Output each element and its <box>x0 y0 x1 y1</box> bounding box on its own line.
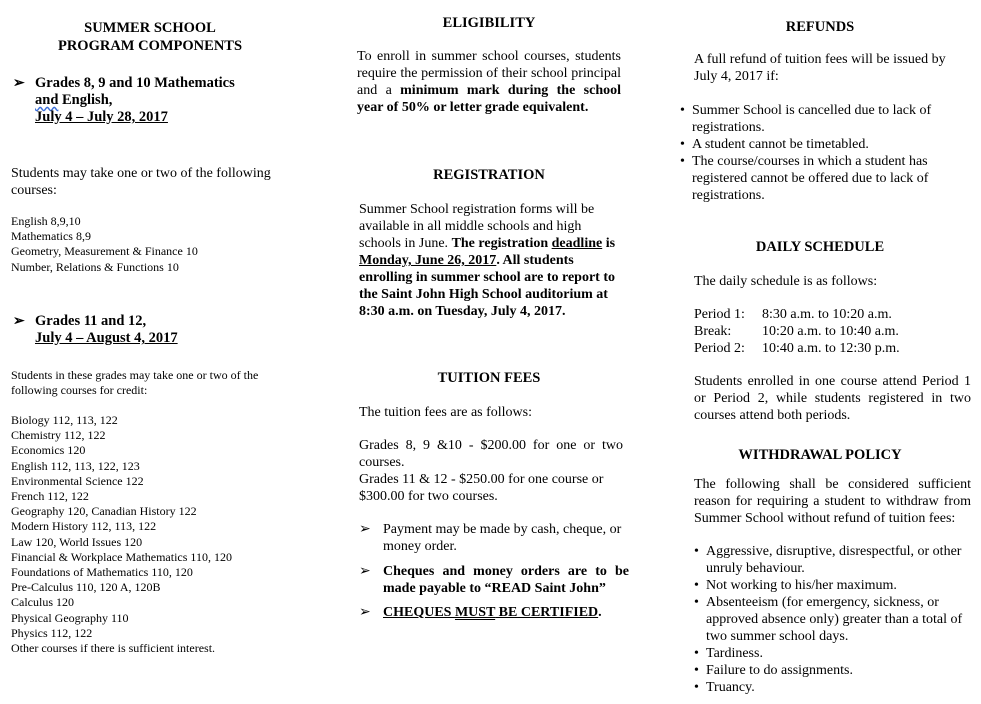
daily-schedule-title: DAILY SCHEDULE <box>755 239 885 255</box>
grades-8-10-intro: Students may take one or two of the following courses: <box>11 166 271 198</box>
course-item: Physics 112, 122 <box>11 625 93 640</box>
refund-condition: • A student cannot be timetabled. <box>680 136 972 153</box>
refund-condition: • The course/courses in which a student has registered cannot be offered due to lack of registrations. <box>680 153 972 204</box>
course-item: Other courses if there is sufficient interest. <box>11 641 216 656</box>
registration-text-plain: Summer School registration forms will be available in all middle schools and high schools in June. <box>359 202 595 251</box>
registration-title: REGISTRATION <box>433 167 545 183</box>
grades-11-12-dates: July 4 – August 4, 2017 <box>35 330 178 346</box>
course-item: Calculus 120 <box>11 595 74 610</box>
withdrawal-reason: • Failure to do assignments. <box>694 662 972 679</box>
cheques-certified-text <box>383 604 602 621</box>
daily-schedule-note: Students enrolled in one course attend Period 1 or Period 2, while students registered in two courses attend both periods. <box>694 374 971 423</box>
schedule-row <box>694 306 974 323</box>
arrow-bullet-icon: ➢ <box>13 76 25 91</box>
course-item: Biology 112, 113, 122 <box>11 413 118 427</box>
schedule-row <box>694 323 974 340</box>
withdrawal-reason: • Aggressive, disruptive, disrespectful, or other unruly behaviour. <box>694 543 972 577</box>
registration-text <box>359 201 625 320</box>
refunds-intro: A full refund of tuition fees will be issued by July 4, 2017 if: <box>694 52 946 84</box>
refund-condition: • Summer School is cancelled due to lack of registrations. <box>680 102 972 136</box>
grades-8-10-dates: July 4 – July 28, 2017 <box>35 109 168 125</box>
arrow-bullet-icon: ➢ <box>359 522 371 537</box>
course-item: English 8,9,10 <box>11 214 81 228</box>
tuition-fees-intro: The tuition fees are as follows: <box>359 405 533 420</box>
course-item: Modern History 112, 113, 122 <box>11 519 157 534</box>
cheques-certified-must: MUST <box>454 605 496 620</box>
course-item: Geography 120, Canadian History 122 <box>11 504 197 519</box>
grades-8-10-english: English, <box>58 92 113 108</box>
refunds-list <box>680 102 972 204</box>
payment-bullet <box>359 521 627 555</box>
cheques-certified-bullet <box>359 604 629 621</box>
course-item: Foundations of Mathematics 110, 120 <box>11 565 193 580</box>
course-item: English 112, 113, 122, 123 <box>11 458 140 473</box>
cheques-certified-part-1: CHEQUES <box>383 605 455 620</box>
schedule-row-label: Break: <box>694 324 732 339</box>
title-line-1: SUMMER SCHOOL <box>84 20 216 36</box>
eligibility-text-plain: To enroll in summer school courses, students require the permission of their school principal and a <box>357 49 621 98</box>
withdrawal-reason: • Not working to his/her maximum. <box>694 577 972 594</box>
course-item: Geometry, Measurement & Finance 10 <box>11 244 198 259</box>
cheques-payable-text: Cheques and money orders are to be made payable to “READ Saint John” <box>383 564 629 596</box>
registration-deadline-date: Monday, June 26, 2017 <box>359 253 497 268</box>
course-item: Law 120, World Issues 120 <box>11 534 143 549</box>
grades-8-10-course-list <box>11 214 311 275</box>
eligibility-text <box>357 48 621 116</box>
schedule-row-time: 10:40 a.m. to 12:30 p.m. <box>762 341 900 356</box>
course-item: Economics 120 <box>11 443 86 458</box>
grades-11-12-line1: Grades 11 and 12, <box>35 313 147 329</box>
tuition-fees-grades-11-12: Grades 11 & 12 - $250.00 for one course or $300.00 for two courses. <box>359 472 604 504</box>
arrow-bullet-icon: ➢ <box>359 564 371 579</box>
title-line-2: PROGRAM COMPONENTS <box>57 38 243 54</box>
payment-bullet-text: Payment may be made by cash, cheque, or money order. <box>383 522 622 554</box>
registration-bold-3: . All students enrolling in summer school are to report to the Saint John High School auditorium at 8:30 a.m. on Tuesday, July 4, 2017. <box>359 253 615 319</box>
course-item: Chemistry 112, 122 <box>11 428 106 443</box>
cheques-payable-bullet <box>359 563 629 597</box>
registration-deadline-word: deadline <box>551 236 603 251</box>
schedule-row-label: Period 2: <box>694 341 745 356</box>
grades-11-12-heading <box>13 313 313 347</box>
withdrawal-reasons-list <box>694 543 972 696</box>
withdrawal-reason: • Truancy. <box>694 679 972 696</box>
tuition-fees-grades-8-10: Grades 8, 9 &10 - $200.00 for one or two courses. <box>359 438 623 470</box>
arrow-bullet-icon: ➢ <box>13 314 25 329</box>
withdrawal-policy-intro: The following shall be considered sufficient reason for requiring a student to withdraw from Summer School without refund of tuition fees: <box>694 477 971 526</box>
section-title-program-components <box>0 19 300 55</box>
refunds-title: REFUNDS <box>785 19 855 35</box>
grades-8-10-heading <box>13 75 313 126</box>
withdrawal-reason: • Tardiness. <box>694 645 972 662</box>
course-item: Mathematics 8,9 <box>11 229 91 244</box>
grades-8-10-and: and <box>35 92 59 108</box>
schedule-row-label: Period 1: <box>694 307 745 322</box>
cheques-certified-period: . <box>598 605 602 620</box>
tuition-fees-title: TUITION FEES <box>437 370 541 386</box>
daily-schedule-intro: The daily schedule is as follows: <box>694 274 878 289</box>
grades-11-12-course-list <box>11 413 311 656</box>
eligibility-title: ELIGIBILITY <box>442 15 536 31</box>
registration-bold-1: The registration <box>451 236 552 251</box>
eligibility-text-bold: minimum mark during the school year of 50% or letter grade equivalent. <box>357 83 621 115</box>
schedule-table <box>694 306 974 357</box>
course-item: Number, Relations & Functions 10 <box>11 259 179 274</box>
withdrawal-reason: • Absenteeism (for emergency, sickness, or approved absence only) greater than a total of two summer school days. <box>694 594 972 645</box>
grades-8-10-line1: Grades 8, 9 and 10 Mathematics <box>35 75 235 91</box>
course-item: French 112, 122 <box>11 489 89 504</box>
arrow-bullet-icon: ➢ <box>359 605 371 620</box>
course-item: Pre-Calculus 110, 120 A, 120B <box>11 580 161 595</box>
course-item: Environmental Science 122 <box>11 473 144 488</box>
grades-11-12-intro: Students in these grades may take one or two of the following courses for credit: <box>11 368 259 398</box>
withdrawal-policy-title: WITHDRAWAL POLICY <box>738 447 902 463</box>
schedule-row-time: 10:20 a.m. to 10:40 a.m. <box>762 324 899 339</box>
cheques-certified-part-2: BE CERTIFIED <box>495 605 599 620</box>
course-item: Financial & Workplace Mathematics 110, 120 <box>11 549 232 564</box>
course-item: Physical Geography 110 <box>11 610 129 625</box>
schedule-row <box>694 340 974 357</box>
registration-bold-2: is <box>602 236 616 251</box>
schedule-row-time: 8:30 a.m. to 10:20 a.m. <box>762 307 892 322</box>
